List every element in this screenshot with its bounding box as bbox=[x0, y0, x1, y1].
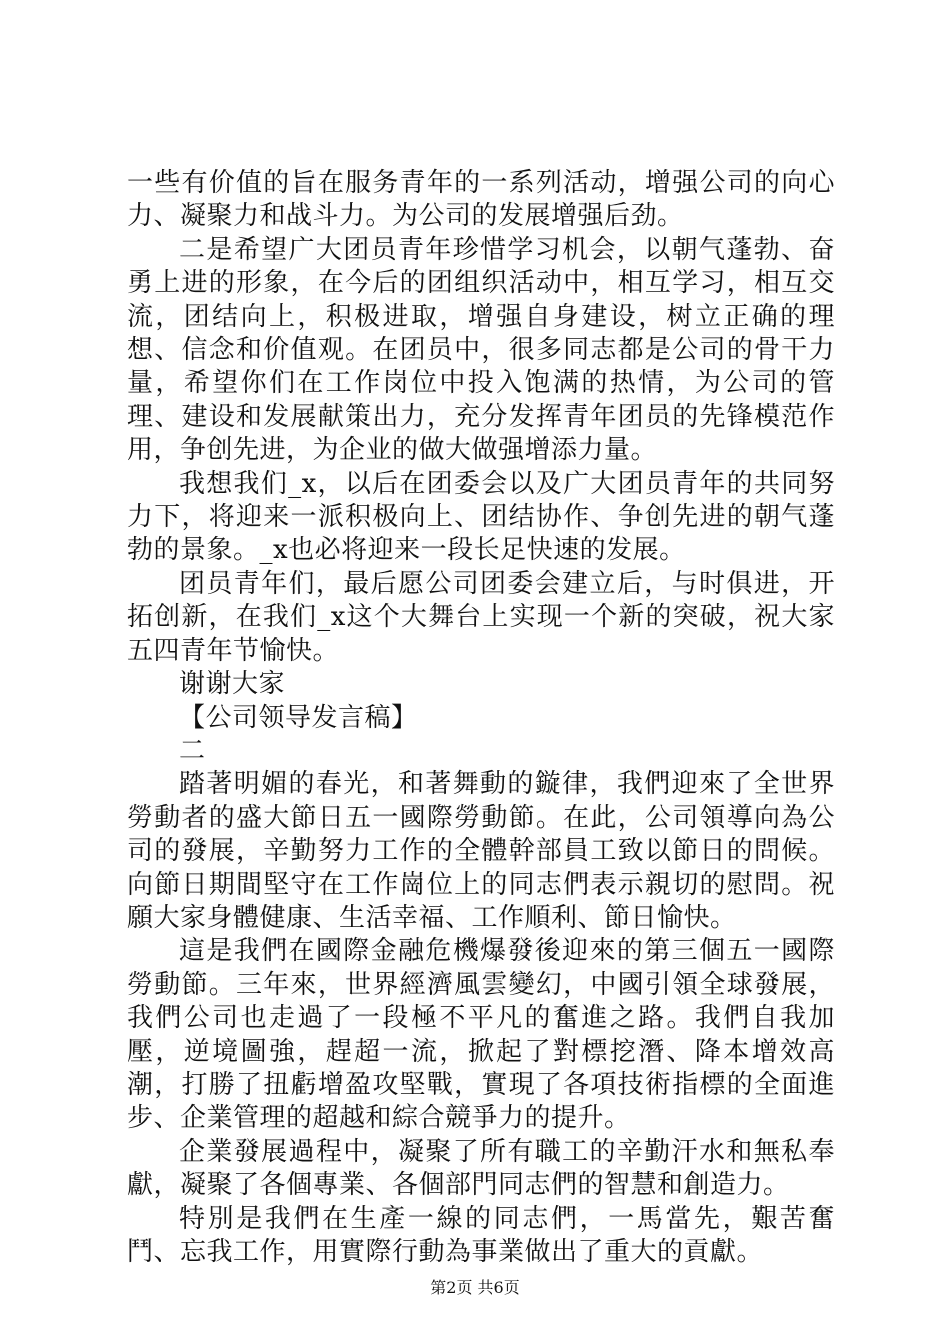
paragraph: 企業發展過程中，凝聚了所有職工的辛勤汗水和無私奉獻，凝聚了各個專業、各個部門同志們的智慧和創造力。 bbox=[127, 1136, 835, 1201]
paragraph: 团员青年们，最后愿公司团委会建立后，与时俱进，开拓创新，在我们_x这个大舞台上实现一个新的突破，祝大家五四青年节愉快。 bbox=[127, 568, 835, 666]
section-title: 【公司领导发言稿】 bbox=[179, 702, 418, 733]
paragraph-continuation: 一些有价值的旨在服务青年的一系列活动，增强公司的向心力、凝聚力和战斗力。为公司的发展增强后劲。 bbox=[127, 168, 835, 232]
paragraph: 我想我们_x，以后在团委会以及广大团员青年的共同努力下，将迎来一派积极向上、团结协作、争创先进的朝气蓬勃的景象。_x也必将迎来一段长足快速的发展。 bbox=[127, 468, 835, 566]
document-body bbox=[127, 167, 835, 1269]
thanks-line: 谢谢大家 bbox=[179, 669, 286, 700]
paragraph: 這是我們在國際金融危機爆發後迎來的第三個五一國際勞動節。三年來，世界經濟風雲變幻，中國引領全球發展，我們公司也走過了一段極不平凡的奮進之路。我們自我加壓，逆境圖強，趕超一流，掀起了對標挖潛、降本增效高潮，打勝了扭虧增盈攻堅戰，實現了各項技術指標的全面進步、企業管理的超越和綜合競爭力的提升。 bbox=[127, 936, 835, 1134]
paragraph: 二是希望广大团员青年珍惜学习机会，以朝气蓬勃、奋勇上进的形象，在今后的团组织活动中，相互学习，相互交流，团结向上，积极进取，增强自身建设，树立正确的理想、信念和价值观。在团员中，很多同志都是公司的骨干力量，希望你们在工作岗位中投入饱满的热情，为公司的管理、建设和发展献策出力，充分发挥青年团员的先锋模范作用，争创先进，为企业的做大做强增添力量。 bbox=[127, 234, 835, 466]
page-footer: 第2页 共6页 bbox=[430, 1278, 520, 1297]
paragraph: 踏著明媚的春光，和著舞動的鏇律，我們迎來了全世界勞動者的盛大節日五一國際勞動節。在此，公司領導向為公司的發展，辛勤努力工作的全體幹部員工致以節日的問候。向節日期間堅守在工作崗位上的同志們表示親切的慰問。祝願大家身體健康、生活幸福、工作順利、節日愉快。 bbox=[127, 769, 835, 933]
paragraph: 特別是我們在生產一線的同志們，一馬當先，艱苦奮鬥、忘我工作，用實際行動為事業做出了重大的貢獻。 bbox=[127, 1203, 835, 1267]
section-number: 二 bbox=[179, 735, 206, 766]
